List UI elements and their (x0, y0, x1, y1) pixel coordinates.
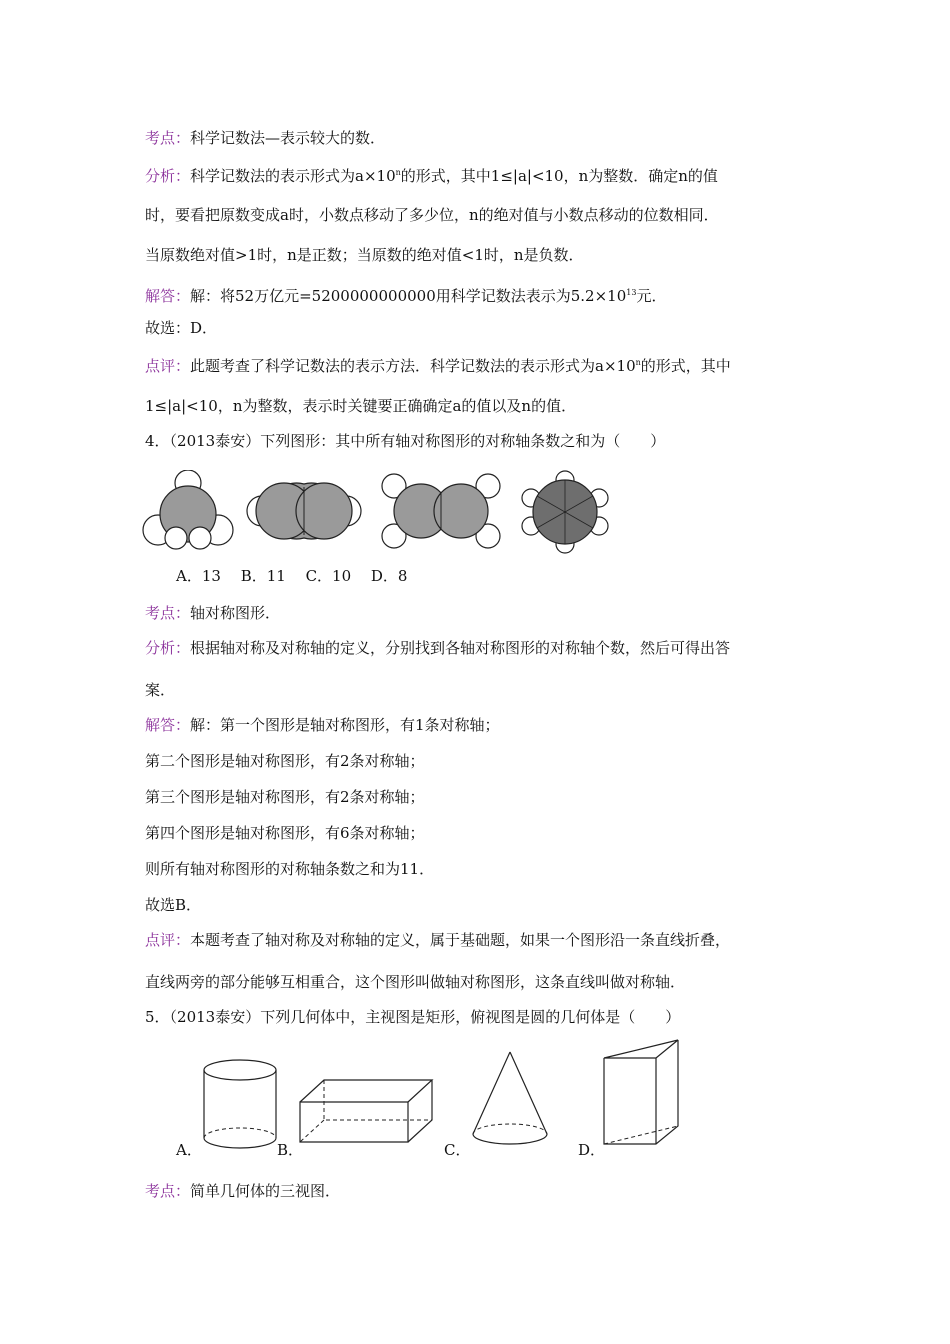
exponent: 13 (626, 288, 637, 297)
dianping-text: 此题考查了科学记数法的表示方法．科学记数法的表示形式为a×10 (190, 357, 636, 375)
q4-jieda-line1 (145, 715, 500, 735)
jieda-label: 解答： (145, 287, 191, 305)
q3-fenxi-line3: 当原数绝对值>1时，n是正数；当原数的绝对值<1时，n是负数． (145, 246, 584, 264)
q4-jieda-line5: 则所有轴对称图形的对称轴条数之和为11． (145, 860, 435, 878)
q4-jieda-line2: 第二个图形是轴对称图形，有2条对称轴； (145, 752, 425, 770)
q3-jieda (145, 283, 666, 306)
kaodian-label: 考点： (145, 604, 191, 622)
dianping-label: 点评： (145, 931, 191, 949)
fenxi-label: 分析： (145, 639, 191, 657)
exponent: n (635, 358, 641, 367)
q4-dianping-line2: 直线两旁的部分能够互相重合，这个图形叫做轴对称图形，这条直线叫做对称轴． (145, 973, 686, 991)
q4-fenxi-line1 (145, 638, 730, 658)
fenxi-label: 分析： (145, 167, 191, 185)
figure-cylinder (200, 1058, 280, 1152)
q3-dianping-line2: 1≤|a|<10，n为整数，表示时关键要正确确定a的值以及n的值． (145, 397, 577, 415)
figure-2-double-circle (244, 478, 364, 544)
fenxi-text: 的形式，其中1≤|a|<10，n为整数．确定n的值 (400, 167, 718, 185)
q5-kaodian (145, 1181, 340, 1201)
jieda-text: 元． (636, 287, 667, 305)
q3-dianping-line1 (145, 353, 731, 376)
dianping-label: 点评： (145, 357, 191, 375)
figure-1-circles (140, 470, 236, 550)
jieda-label: 解答： (145, 716, 191, 734)
jieda-text: 解：第一个图形是轴对称图形，有1条对称轴； (190, 716, 500, 734)
figure-cone (468, 1048, 552, 1148)
kaodian-label: 考点： (145, 1182, 191, 1200)
q5-option-a: A． (176, 1141, 202, 1159)
q4-kaodian (145, 603, 280, 623)
q3-answer: 故选：D． (145, 319, 218, 337)
q3-fenxi-line1 (145, 163, 718, 186)
q4-dianping-line1 (145, 930, 730, 950)
kaodian-text: 简单几何体的三视图． (190, 1182, 341, 1200)
kaodian-label: 考点： (145, 129, 191, 147)
q3-kaodian (145, 128, 385, 148)
q4-options: A．13 B．11 C．10 D．8 (176, 567, 408, 585)
figure-4-hexagon (520, 470, 610, 554)
q4-fenxi-line2: 案． (145, 681, 176, 699)
exponent: n (395, 168, 401, 177)
dianping-text: 本题考查了轴对称及对称轴的定义，属于基础题，如果一个图形沿一条直线折叠， (190, 931, 731, 949)
q4-jieda-line4: 第四个图形是轴对称图形，有6条对称轴； (145, 824, 425, 842)
q4-question: 4．（2013泰安）下列图形：其中所有轴对称图形的对称轴条数之和为（ ） (145, 432, 666, 450)
fenxi-text: 根据轴对称及对称轴的定义，分别找到各轴对称图形的对称轴个数，然后可得出答 (190, 639, 731, 657)
figure-triangular-prism (600, 1036, 684, 1150)
q3-fenxi-line2: 时，要看把原数变成a时，小数点移动了多少位，n的绝对值与小数点移动的位数相同． (145, 206, 719, 224)
q5-option-c: C． (444, 1141, 471, 1159)
q5-question: 5．（2013泰安）下列几何体中，主视图是矩形，俯视图是圆的几何体是（ ） (145, 1008, 681, 1026)
fenxi-text: 科学记数法的表示形式为a×10 (190, 167, 396, 185)
figure-rectangular-prism (296, 1076, 440, 1148)
q4-jieda-line3: 第三个图形是轴对称图形，有2条对称轴； (145, 788, 425, 806)
dianping-text: 的形式，其中 (640, 357, 731, 375)
q5-option-d: D． (578, 1141, 606, 1159)
kaodian-text: 轴对称图形． (190, 604, 281, 622)
q5-option-b: B． (277, 1141, 304, 1159)
q4-answer: 故选B． (145, 896, 202, 914)
figure-3-circles-corners (380, 470, 502, 552)
kaodian-text: 科学记数法—表示较大的数． (190, 129, 386, 147)
jieda-text: 解：将52万亿元=5200000000000用科学记数法表示为5.2×10 (190, 287, 627, 305)
